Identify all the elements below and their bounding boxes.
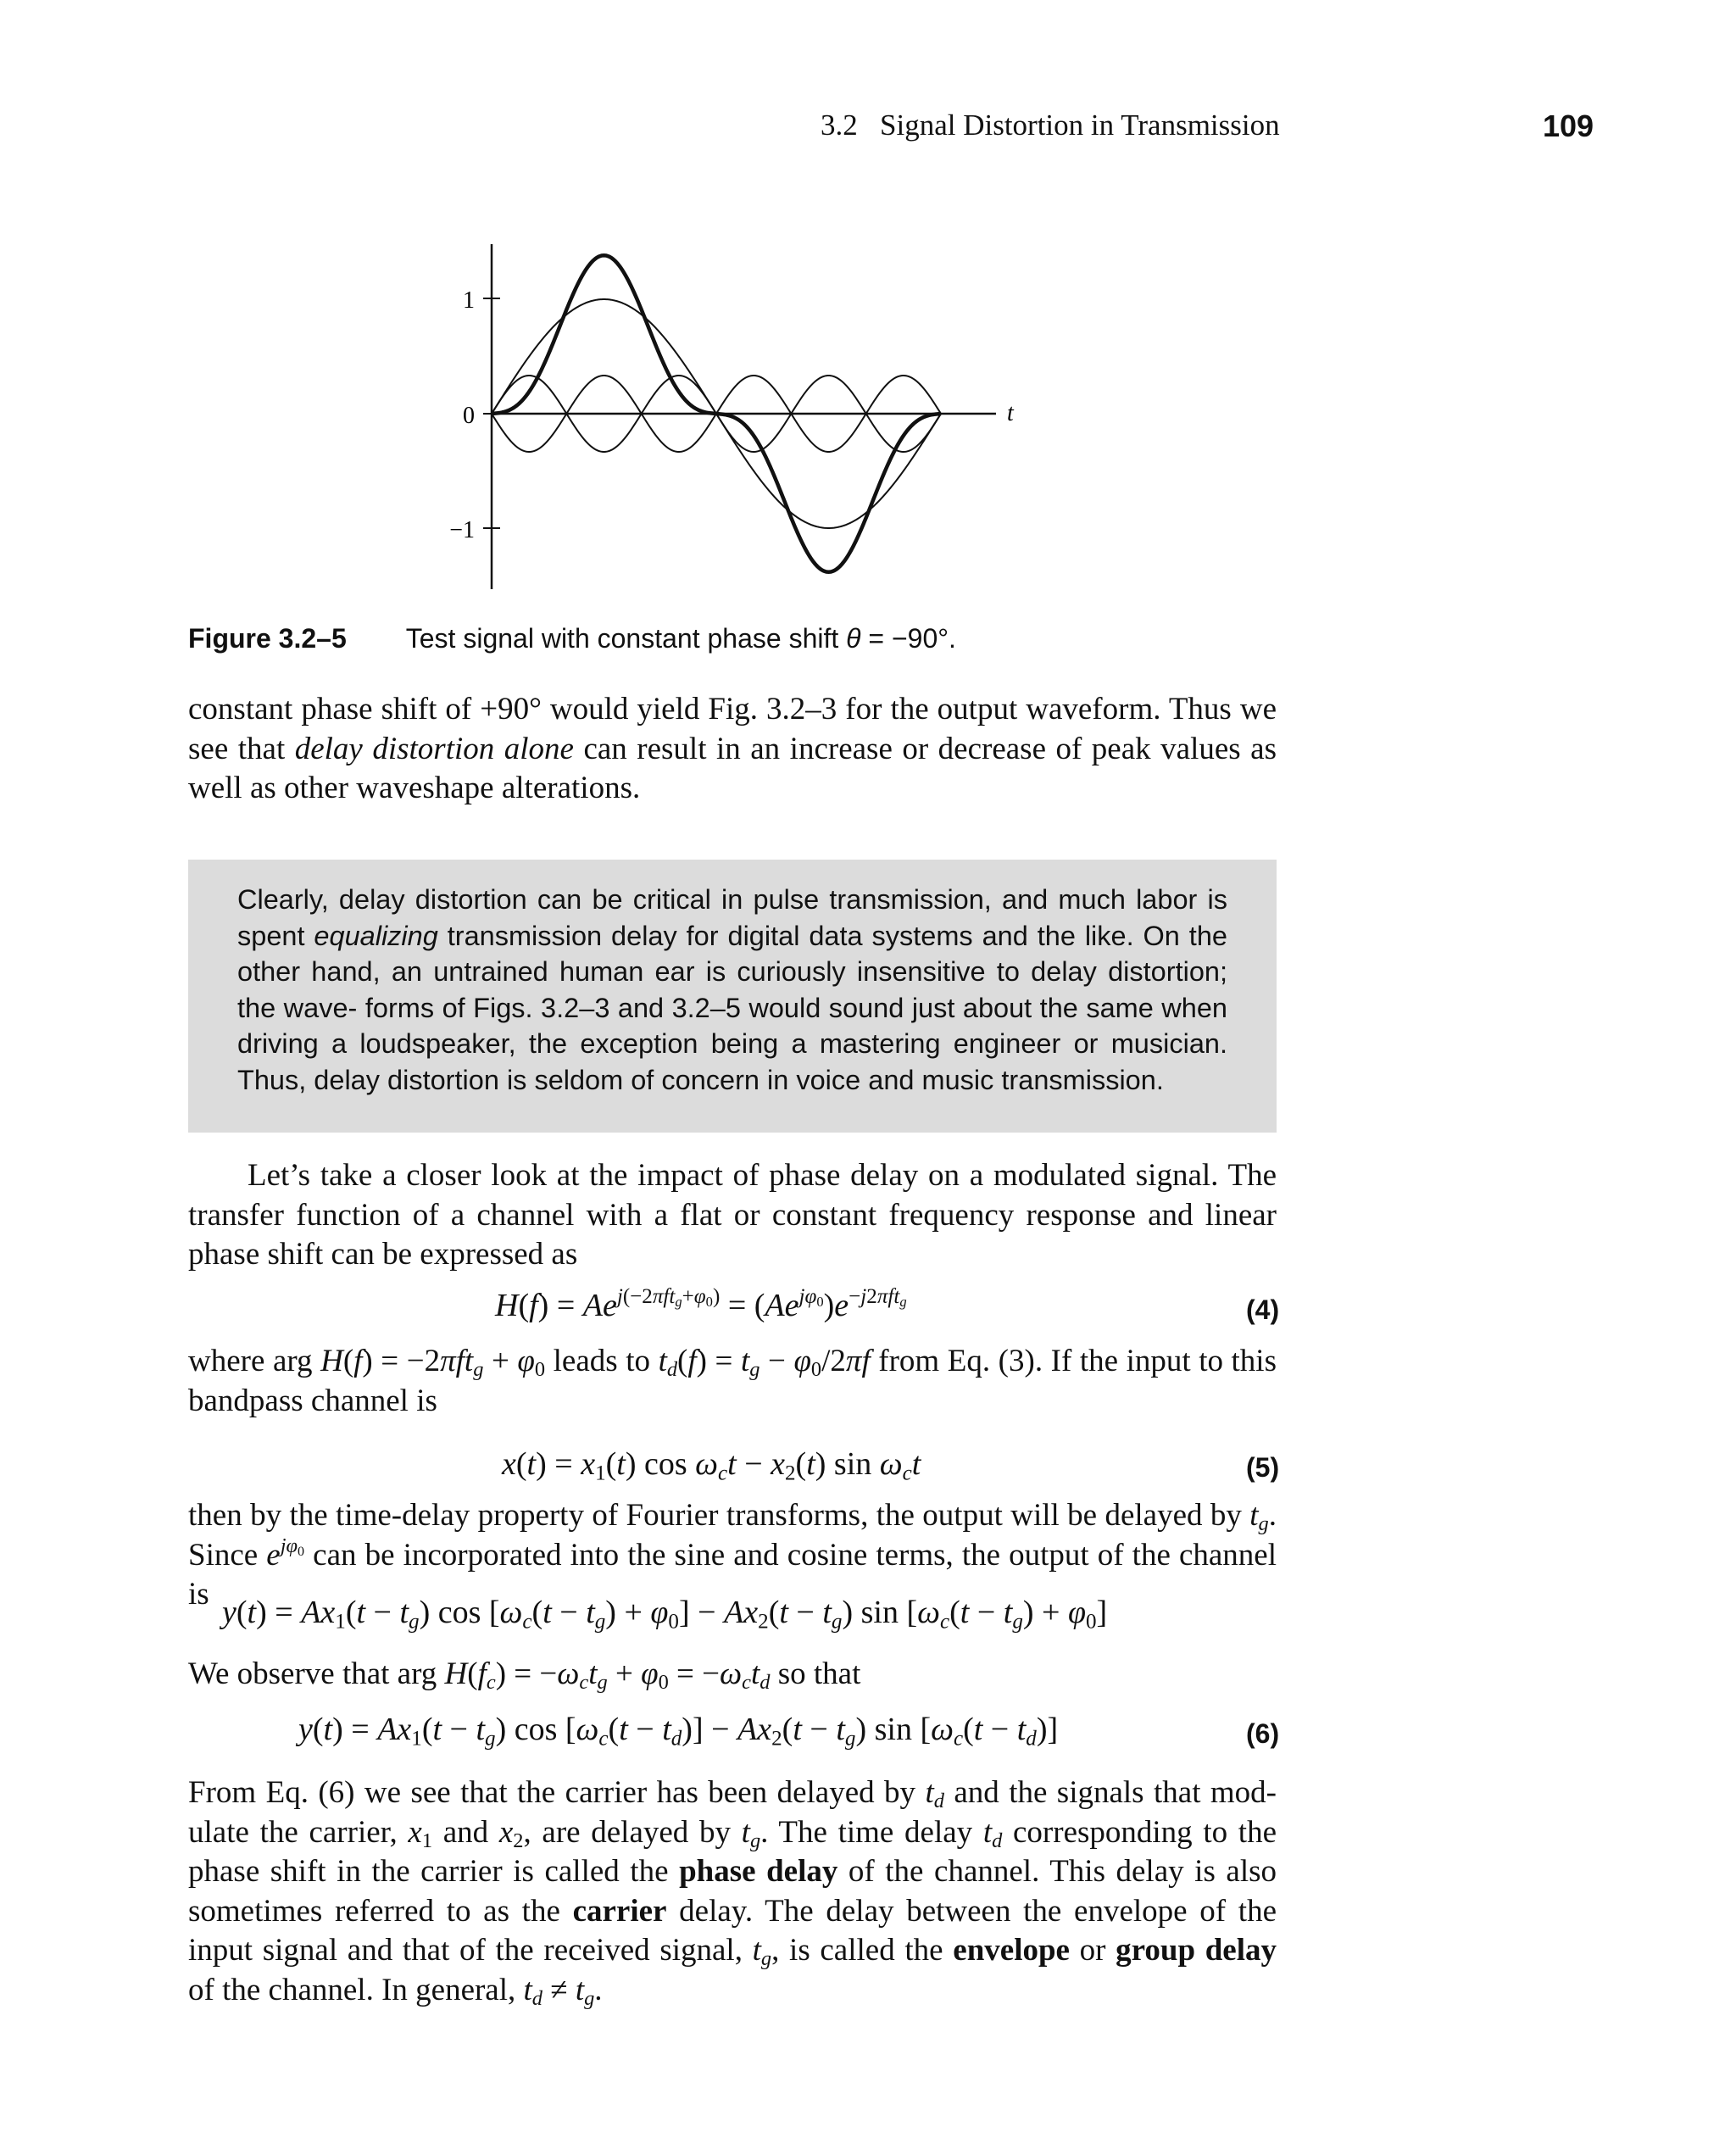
figure-caption: Figure 3.2–5 Test signal with constant phase shift θ = −90°. bbox=[188, 623, 956, 654]
equation-4: $H(f) = Ae^{j(-2\pi ft_g+\varphi_0)} = (Ae^{j\varphi_0})e^{-j2\pi ft_g}$ bbox=[495, 1284, 907, 1323]
page-number: 109 bbox=[1543, 109, 1594, 143]
paragraph: From Eq. (6) we see that the carrier has been delayed by $t_d$ and the signals that mod- ulate the carrier, $x_1$ and $x_2$, are delayed by $t_g$. The time delay $t_d$ corresponding to the phase shift in the carrier is called the phase delay of the channel. This delay is also sometimes referred to as the carrier delay. The delay between the envelope of the input signal and that of the received signal, $t_g$, is called the envelope or group delay of the channel. In general, $t_d \ne t_g$. bbox=[188, 1775, 1277, 2010]
equation-6: $y(t) = Ax_1(t - t_g)$ $\cos [\omega_c(t - t_d)] - Ax_2(t - t_g)$ $\sin [\omega_c(t - t_d)]$ bbox=[298, 1712, 1059, 1751]
paragraph: where arg $H(f) = -2\pi ft_g + \varphi_0$ leads to $t_d(f) = t_g - \varphi_0/2\pi f$ from Eq. (3). If the input to this bandpass channel is bbox=[188, 1344, 1277, 1418]
equation-number: (6) bbox=[1246, 1718, 1280, 1749]
waveform-figure bbox=[449, 229, 1051, 602]
figure-label: Figure 3.2–5 bbox=[188, 623, 347, 654]
paragraph: constant phase shift of +90° would yield Fig. 3.2–3 for the output waveform. Thus we see that delay distortion alone can result in an increase or decrease of peak values as well as other waveshape alterations. bbox=[188, 692, 1277, 805]
paragraph: then by the time-delay property of Fourier transforms, the output will be delayed by $t_g$. Since $e^{j\varphi_0}$ can be incorporated into the sine and cosine terms, the output of the channel is bbox=[188, 1498, 1277, 1612]
equation-5: $x(t) = x_1(t)$ $\cos \omega_ct - x_2(t)$ $\sin \omega_ct$ bbox=[502, 1446, 921, 1485]
y-tick-label-neg1: −1 bbox=[449, 517, 475, 543]
paragraph: We observe that arg $H(f_c) = -\omega_ct_g + \varphi_0 = -\omega_ct_d$ so that bbox=[188, 1656, 861, 1695]
paragraph: Let’s take a closer look at the impact of phase delay on a modulated signal. The transfer function of a channel with a flat or constant frequency response and linear phase shift can be expressed as bbox=[188, 1158, 1277, 1272]
equation-number: (5) bbox=[1246, 1452, 1280, 1483]
x-axis-label: t bbox=[1007, 400, 1014, 426]
sidebar-note: Clearly, delay distortion can be critical in pulse transmission, and much labor is spent equalizing transmission delay for digital data systems and the like. On the other hand, an untrained human ear is curiously insensitive to delay distortion; the wave- forms of Figs. 3.2–3 and 3.2–5 would sound just about the same when driving a loudspeaker, the exception being a mastering engineer or musician. Thus, delay distortion is seldom of concern in voice and music transmission. bbox=[188, 860, 1277, 1133]
equation-output: $y(t) = Ax_1(t - t_g)$ $\cos [\omega_c(t - t_g) + \varphi_0] - Ax_2(t - t_g)$ $\sin [\omega_c(t - t_g) + \varphi_0]$ bbox=[222, 1595, 1108, 1634]
y-tick-label-0: 0 bbox=[463, 403, 475, 429]
equation-number: (4) bbox=[1246, 1294, 1280, 1325]
running-header: 3.2 Signal Distortion in Transmission bbox=[821, 109, 1280, 142]
y-tick-label-1: 1 bbox=[463, 287, 475, 314]
